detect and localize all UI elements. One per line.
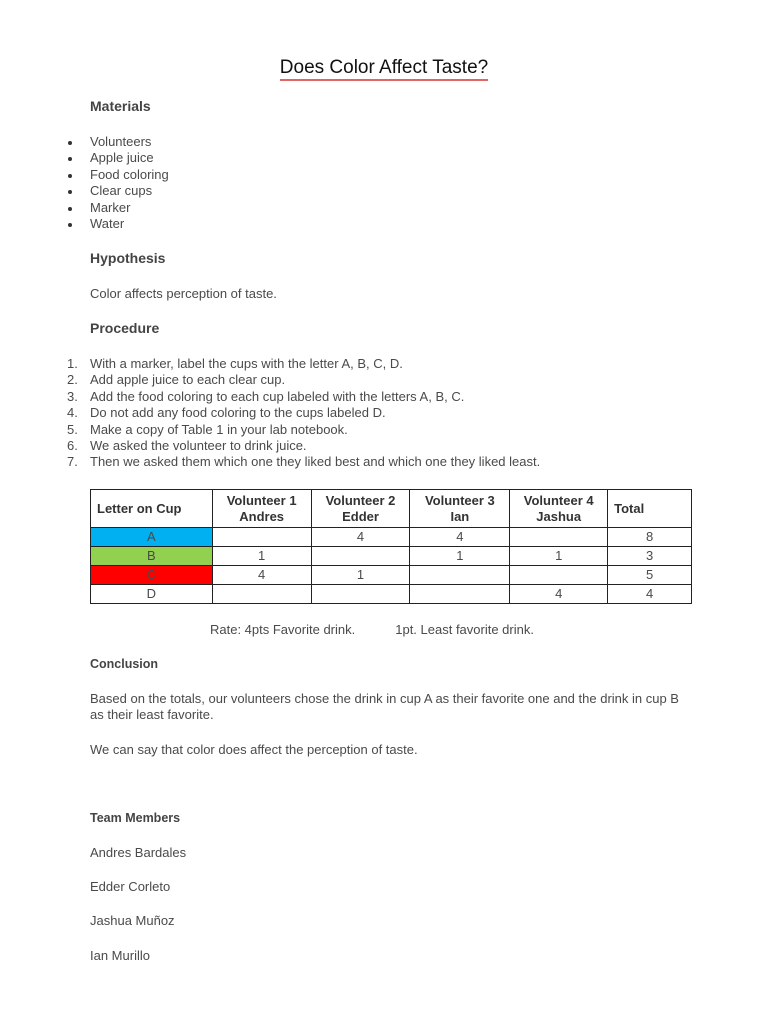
conclusion-paragraph-1: Based on the totals, our volunteers chose the drink in cup A as their favorite one and the drink in cup B as their least favorite. <box>90 691 679 722</box>
table-row <box>91 566 692 585</box>
table-cell: 1 <box>410 547 510 566</box>
table-cell <box>212 528 311 547</box>
cup-letter-cell: B <box>91 547 213 566</box>
table-row <box>91 528 692 547</box>
bullet-icon <box>68 174 72 178</box>
rating-key <box>210 622 534 637</box>
total-cell: 8 <box>608 528 692 547</box>
hypothesis-text: Color affects perception of taste. <box>90 286 277 301</box>
table-cell: 4 <box>212 566 311 585</box>
bullet-icon <box>68 190 72 194</box>
bullet-icon <box>68 157 72 161</box>
table-cell: 4 <box>510 585 608 604</box>
table-cell: 1 <box>510 547 608 566</box>
cup-letter-cell: D <box>91 585 213 604</box>
total-cell: 3 <box>608 547 692 566</box>
table-cell <box>212 585 311 604</box>
cup-letter-cell: A <box>91 528 213 547</box>
table-cell: 1 <box>212 547 311 566</box>
hypothesis-heading: Hypothesis <box>90 250 166 266</box>
total-cell: 4 <box>608 585 692 604</box>
document-page: Does Color Affect Taste? Materials Volunteers Apple juice Food coloring Clear cups Marker Water Hypothesis Color affects perception of taste. Procedure 1. With a marker, label the cups with the letter A, B, C, D. 2. Add apple juice to each clear cup. 3. Add the food coloring to each cup labeled with the letters A, B, C. 4. Do not add any food coloring to the cups labeled D. 5. Make a copy of Table 1 in your lab notebook. 6. We asked the volunteer to drink juice. 7. Then we asked them which one they liked best and which one they liked least. Letter on Cup Volunteer 1 Andres Volunteer 2 Edder Volunteer 3 Ian Volunteer 4 Jashua Total A 4 4 8 B 1 1 1 3 C 4 1 5 D 4 4 Rate: 4pts Favorite drink. 1pt. Least favorite drink. Conclusion Based on the totals, our volunteers chose the drink in cup A as their favorite one and the drink in cup B as their least favorite. We can say that color does affect the perception of taste. Team Members Andres Bardales Edder Corleto Jashua Muñoz Ian Murillo <box>0 0 768 1024</box>
team-member: Edder Corleto <box>90 879 171 894</box>
rating-favorite: Rate: 4pts Favorite drink. <box>210 622 356 637</box>
table-header-row <box>91 490 692 528</box>
team-member: Andres Bardales <box>90 845 187 860</box>
column-header-volunteer-1: Volunteer 1 Andres <box>212 490 311 528</box>
document-title-text: Does Color Affect Taste? <box>280 57 488 81</box>
cup-letter-cell: C <box>91 566 213 585</box>
table-cell: 4 <box>410 528 510 547</box>
bullet-icon <box>68 141 72 145</box>
materials-heading: Materials <box>90 98 151 114</box>
table-cell: 1 <box>311 566 410 585</box>
bullet-icon <box>68 223 72 227</box>
column-header-volunteer-3: Volunteer 3 Ian <box>410 490 510 528</box>
column-header-letter: Letter on Cup <box>91 490 213 528</box>
table-cell <box>410 566 510 585</box>
column-header-volunteer-2: Volunteer 2 Edder <box>311 490 410 528</box>
column-header-total: Total <box>608 490 692 528</box>
procedure-heading: Procedure <box>90 320 160 336</box>
table-cell <box>510 528 608 547</box>
table-cell <box>311 547 410 566</box>
team-member: Jashua Muñoz <box>90 913 175 928</box>
table-cell <box>410 585 510 604</box>
rating-least: 1pt. Least favorite drink. <box>395 622 534 637</box>
table-row <box>91 547 692 566</box>
conclusion-paragraph-2: We can say that color does affect the perception of taste. <box>90 742 418 757</box>
table-cell: 4 <box>311 528 410 547</box>
conclusion-heading: Conclusion <box>90 657 159 671</box>
document-title <box>0 57 768 79</box>
team-member: Ian Murillo <box>90 948 150 963</box>
bullet-icon <box>68 207 72 211</box>
total-cell: 5 <box>608 566 692 585</box>
results-table <box>90 489 692 604</box>
table-row <box>91 585 692 604</box>
table-cell <box>311 585 410 604</box>
team-heading: Team Members <box>90 811 181 825</box>
table-cell <box>510 566 608 585</box>
column-header-volunteer-4: Volunteer 4 Jashua <box>510 490 608 528</box>
